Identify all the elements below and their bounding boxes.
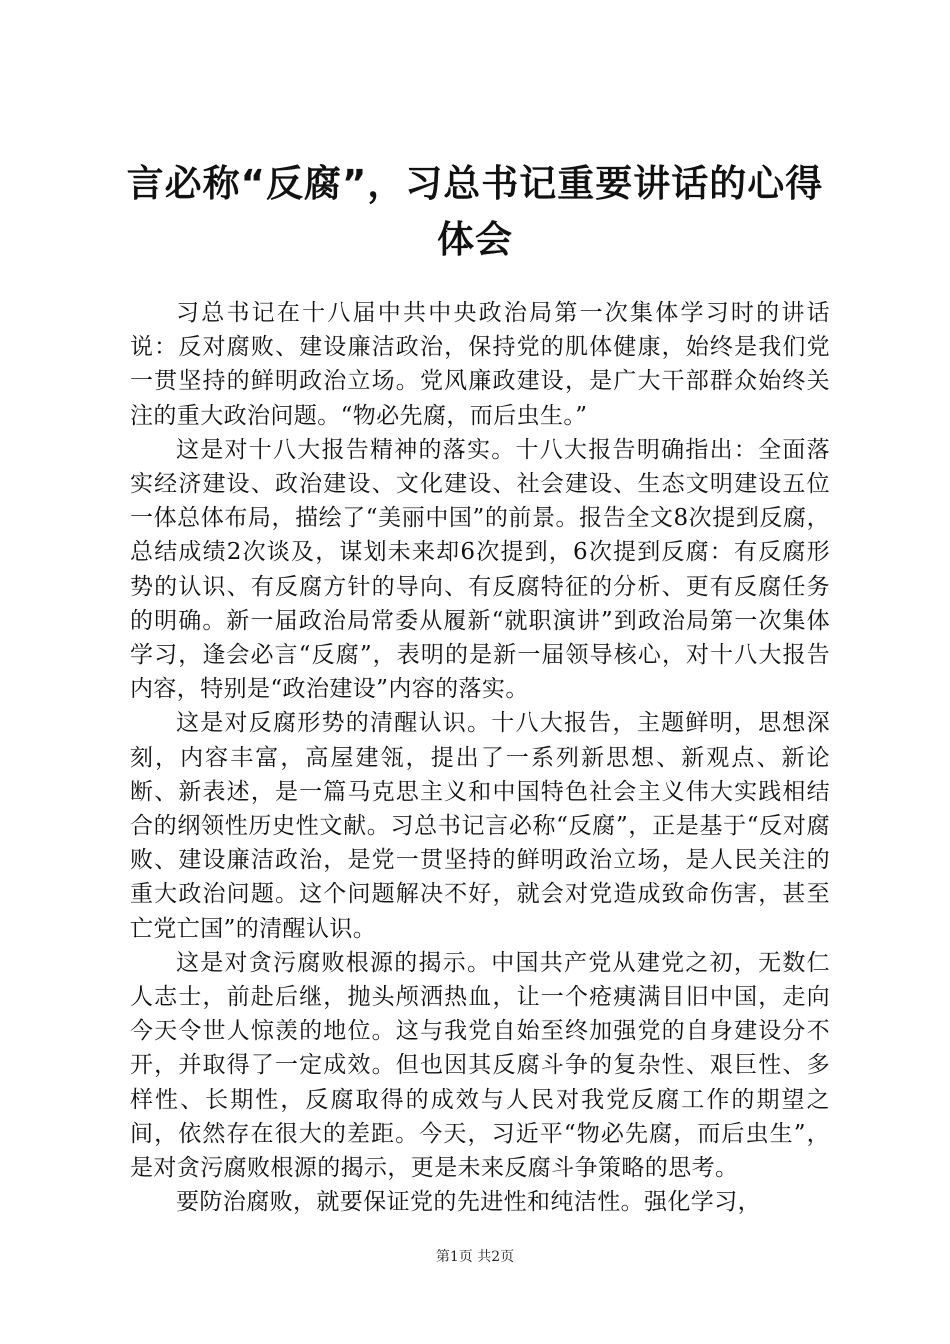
paragraph-1: 习总书记在十八届中共中央政治局第一次集体学习时的讲话说：反对腐败、建设廉洁政治，保持党的肌体健康，始终是我们党一贯坚持的鲜明政治立场。党风廉政建设，是广大干部群众始终关注的重大政治问题。“物必先腐，而后虫生。”: [130, 300, 830, 429]
paragraph-4: 这是对贪污腐败根源的揭示。中国共产党从建党之初，无数仁人志士，前赴后继，抛头颅洒热血，让一个疮痍满目旧中国，走向今天令世人惊羡的地位。这与我党自始至终加强党的自身建设分不开，并取得了一定成效。但也因其反腐斗争的复杂性、艰巨性、多样性、长期性，反腐取得的成效与人民对我党反腐工作的期望之间，依然存在很大的差距。今天，习近平“物必先腐，而后虫生”，是对贪污腐败根源的揭示，更是未来反腐斗争策略的思考。: [130, 949, 830, 1182]
document-title: 言必称“反腐”，习总书记重要讲话的心得体会: [126, 162, 824, 261]
document-body: [130, 296, 830, 1219]
page-number-footer: 第1页 共2页: [435, 1249, 515, 1265]
paragraph-2: 这是对十八大报告精神的落实。十八大报告明确指出：全面落实经济建设、政治建设、文化建设、社会建设、生态文明建设五位一体总体布局，描绘了“美丽中国”的前景。报告全文8次提到反腐，总结成绩2次谈及，谋划未来却6次提到，6次提到反腐：有反腐形势的认识、有反腐方针的导向、有反腐特征的分析、更有反腐任务的明确。新一届政治局常委从履新“就职演讲”到政治局第一次集体学习，逢会必言“反腐”，表明的是新一届领导核心，对十八大报告内容，特别是“政治建设”内容的落实。: [130, 436, 830, 703]
paragraph-5: 要防治腐败，就要保证党的先进性和纯洁性。强化学习，: [176, 1189, 761, 1216]
paragraph-3: 这是对反腐形势的清醒认识。十八大报告，主题鲜明，思想深刻，内容丰富，高屋建瓴，提出了一系列新思想、新观点、新论断、新表述，是一篇马克思主义和中国特色社会主义伟大实践相结合的纲领性历史性文献。习总书记言必称“反腐”，正是基于“反对腐败、建设廉洁政治，是党一贯坚持的鲜明政治立场，是人民关注的重大政治问题。这个问题解决不好，就会对党造成致命伤害，甚至亡党亡国”的清醒认识。: [130, 710, 830, 942]
